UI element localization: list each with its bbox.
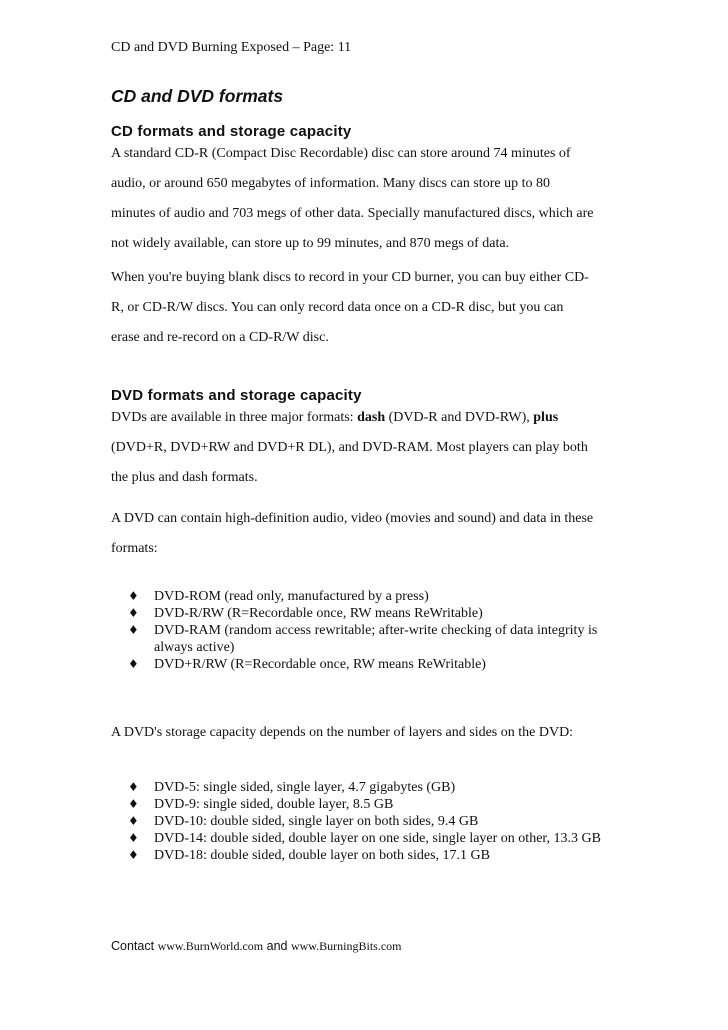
text-line: (DVD+R, DVD+RW and DVD+R DL), and DVD-RAM. Most players can play both xyxy=(111,440,588,455)
dvd-paragraph-3 xyxy=(111,726,621,740)
bold-term-plus: plus xyxy=(533,410,559,425)
footer-and-label: and xyxy=(263,939,291,953)
bold-term-dash: dash xyxy=(357,410,386,425)
page-title: CD and DVD formats xyxy=(111,86,284,106)
footer-contact-label: Contact xyxy=(111,939,158,953)
list-item-text: DVD-RAM (random access rewritable; after-write checking of data integrity is always active) xyxy=(154,623,598,655)
list-item xyxy=(128,830,623,847)
list-item-text: DVD-10: double sided, single layer on both sides, 9.4 GB xyxy=(154,814,479,829)
list-item-text: DVD+R/RW (R=Recordable once, RW means ReWritable) xyxy=(154,657,486,672)
dvd-section-heading: DVD formats and storage capacity xyxy=(111,387,362,404)
text-line: audio, or around 650 megabytes of information. Many discs can store up to 80 xyxy=(111,176,550,191)
list-item xyxy=(128,622,623,656)
list-item xyxy=(128,605,623,622)
diamond-bullet-icon: ♦ xyxy=(128,606,139,620)
footer-link-burningbits[interactable]: www.BurningBits.com xyxy=(290,939,402,953)
text-line: A standard CD-R (Compact Disc Recordable) disc can store around 74 minutes of xyxy=(111,146,571,161)
diamond-bullet-icon: ♦ xyxy=(128,797,139,811)
dvd-capacity-list xyxy=(128,779,623,864)
cd-paragraph-2 xyxy=(111,271,621,345)
text-line: minutes of audio and 703 megs of other data. Specially manufactured discs, which are xyxy=(111,206,594,221)
text-line: not widely available, can store up to 99 minutes, and 870 megs of data. xyxy=(111,236,510,251)
diamond-bullet-icon: ♦ xyxy=(128,657,139,671)
list-item-text: DVD-5: single sided, single layer, 4.7 gigabytes (GB) xyxy=(154,780,456,795)
list-item-text: DVD-ROM (read only, manufactured by a press) xyxy=(154,589,429,604)
diamond-bullet-icon: ♦ xyxy=(128,848,139,862)
text-line: formats: xyxy=(111,541,158,556)
cd-paragraph-1 xyxy=(111,147,621,251)
list-item-text: DVD-9: single sided, double layer, 8.5 GB xyxy=(154,797,394,812)
diamond-bullet-icon: ♦ xyxy=(128,589,139,603)
diamond-bullet-icon: ♦ xyxy=(128,814,139,828)
list-item xyxy=(128,847,623,864)
dvd-paragraph-2 xyxy=(111,512,621,556)
list-item xyxy=(128,656,623,673)
list-item xyxy=(128,796,623,813)
text-span: DVDs are available in three major formats: xyxy=(111,410,358,425)
text-span: (DVD-R and DVD-RW), xyxy=(385,410,534,425)
diamond-bullet-icon: ♦ xyxy=(128,831,139,845)
text-line: A DVD's storage capacity depends on the number of layers and sides on the DVD: xyxy=(111,725,574,740)
list-item xyxy=(128,779,623,796)
list-item-text: DVD-18: double sided, double layer on both sides, 17.1 GB xyxy=(154,848,490,863)
diamond-bullet-icon: ♦ xyxy=(128,780,139,794)
text-line: erase and re-record on a CD-R/W disc. xyxy=(111,330,329,345)
page-footer xyxy=(111,939,402,954)
footer-link-burnworld[interactable]: www.BurnWorld.com xyxy=(157,939,264,953)
diamond-bullet-icon: ♦ xyxy=(128,623,139,637)
text-line: R, or CD-R/W discs. You can only record data once on a CD-R disc, but you can xyxy=(111,300,564,315)
list-item-text: DVD-R/RW (R=Recordable once, RW means ReWritable) xyxy=(154,606,483,621)
text-line xyxy=(111,411,621,425)
page-header: CD and DVD Burning Exposed – Page: 11 xyxy=(111,40,352,55)
list-item xyxy=(128,588,623,605)
cd-section-heading: CD formats and storage capacity xyxy=(111,123,352,140)
dvd-paragraph-1 xyxy=(111,411,621,485)
list-item-text: DVD-14: double sided, double layer on one side, single layer on other, 13.3 GB xyxy=(154,831,601,846)
text-line: the plus and dash formats. xyxy=(111,470,258,485)
dvd-format-list xyxy=(128,588,623,673)
text-line: A DVD can contain high-definition audio, video (movies and sound) and data in these xyxy=(111,511,594,526)
list-item xyxy=(128,813,623,830)
text-line: When you're buying blank discs to record in your CD burner, you can buy either CD- xyxy=(111,270,589,285)
